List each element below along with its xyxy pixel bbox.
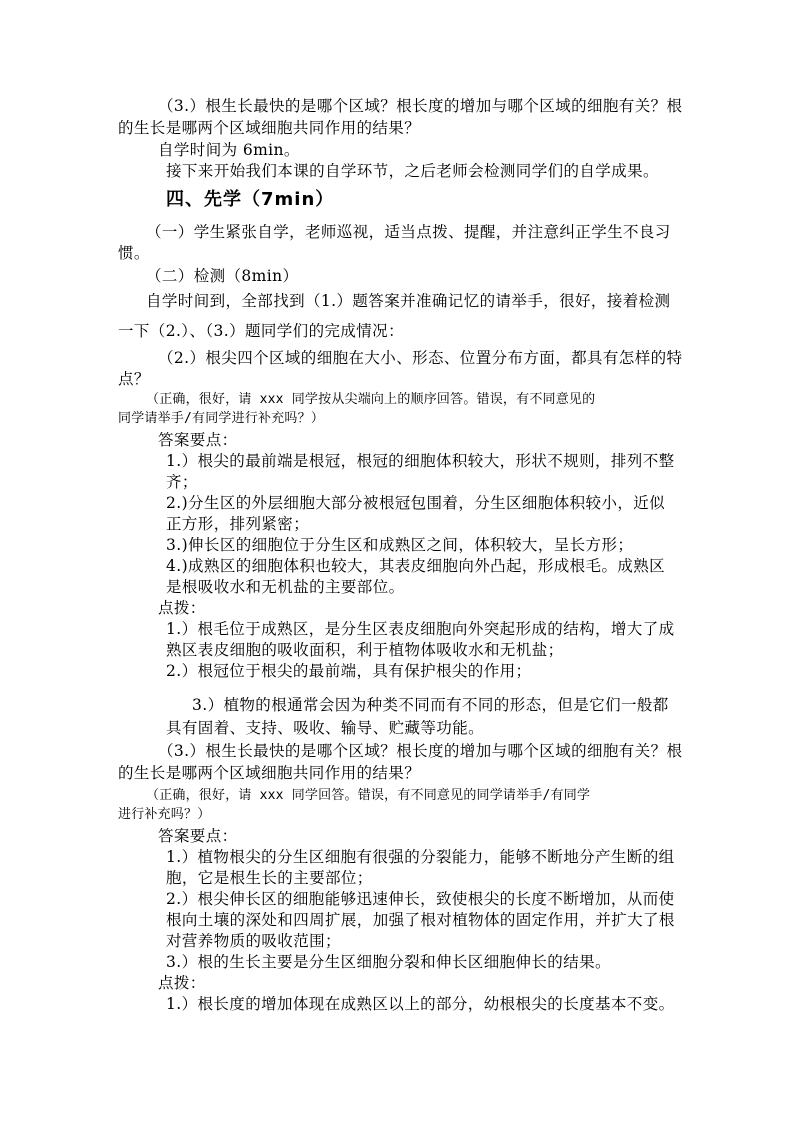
question-3-line-1: （3.）根生长最快的是哪个区域？根长度的增加与哪个区域的细胞有关？根: [158, 97, 683, 115]
question-2-line-1: （2.）根尖四个区域的细胞在大小、形态、位置分布方面，都具有怎样的特: [158, 349, 683, 367]
question-2-line-2: 点？: [118, 370, 150, 388]
tip-2-3-line-2: 具有固着、支持、吸收、输导、贮藏等功能。: [166, 719, 485, 737]
step-1-line-1: （一）学生紧张自学，老师巡视，适当点拨、提醒，并注意纠正学生不良习: [146, 223, 671, 241]
section-heading: 四、先学（7min）: [166, 189, 335, 210]
tip-2-1-line-1: 1.）根毛位于成熟区，是分生区表皮细胞向外突起形成的结构，增大了成: [166, 620, 675, 638]
answer-2-point-3: 3.)伸长区的细胞位于分生区和成熟区之间，体积较大，呈长方形；: [166, 536, 634, 554]
question-3-repeat-line-2: 的生长是哪两个区域细胞共同作用的结果？: [118, 764, 421, 782]
check-intro-line-1: 自学时间到，全部找到（1.）题答案并准确记忆的请举手，很好，接着检测: [146, 292, 671, 310]
teacher-note-1-line-1: （正确，很好，请 xxx 同学按从尖端向上的顺序回答。错误，有不同意见的: [146, 392, 596, 407]
answer-2-point-2-line-1: 2.)分生区的外层细胞大部分被根冠包围着，分生区细胞体积较小，近似: [166, 494, 666, 512]
tip-2-1-line-2: 熟区表皮细胞的吸收面积，利于植物体吸收水和无机盐；: [166, 641, 564, 659]
teacher-note-2-line-2: 进行补充吗？）: [118, 807, 211, 822]
answer-2-point-4-line-1: 4.)成熟区的细胞体积也较大，其表皮细胞向外凸起，形成根毛。成熟区: [166, 557, 666, 575]
answer-points-label: 答案要点：: [158, 431, 238, 449]
transition-text: 接下来开始我们本课的自学环节，之后老师会检测同学们的自学成果。: [166, 162, 659, 180]
tip-2-3-line-1: 3.）植物的根通常会因为种类不同而有不同的形态，但是它们一般都: [192, 696, 669, 714]
answer-3-point-1-line-2: 胞，它是根生长的主要部位；: [166, 869, 373, 887]
self-study-time: 自学时间为 6min。: [158, 141, 300, 159]
answer-3-point-3: 3.）根的生长主要是分生区细胞分裂和伸长区细胞伸长的结果。: [166, 953, 611, 971]
teacher-note-1-line-2: 同学请举手/有同学进行补充吗？）: [118, 411, 325, 426]
tips-label: 点拨：: [158, 599, 206, 617]
answer-3-point-2-line-2: 根向土壤的深处和四周扩展，加强了根对植物体的固定作用，并扩大了根: [166, 911, 675, 929]
step-1-line-2: 惯。: [118, 244, 150, 262]
tip-3-1: 1.）根长度的增加体现在成熟区以上的部分，幼根根尖的长度基本不变。: [166, 995, 675, 1013]
answer-2-point-4-line-2: 是根吸收水和无机盐的主要部位。: [166, 578, 405, 596]
teacher-note-2-line-1: （正确，很好，请 xxx 同学回答。错误，有不同意见的同学请举手/有同学: [146, 788, 591, 803]
answer-2-point-1-line-2: 齐；: [166, 473, 198, 491]
tip-2-2: 2.）根冠位于根尖的最前端，具有保护根尖的作用；: [166, 662, 532, 680]
check-intro-line-2: 一下（2.）、（3.）题同学们的完成情况：: [118, 322, 404, 340]
answer-3-point-2-line-1: 2.）根尖伸长区的细胞能够迅速伸长，致使根尖的长度不断增加，从而使: [166, 890, 675, 908]
question-3-line-2: 的生长是哪两个区域细胞共同作用的结果？: [118, 119, 421, 137]
answer-2-point-2-line-2: 正方形，排列紧密；: [166, 515, 310, 533]
answer-points-label-2: 答案要点：: [158, 827, 238, 845]
question-3-repeat-line-1: （3.）根生长最快的是哪个区域？根长度的增加与哪个区域的细胞有关？根: [158, 742, 683, 760]
answer-3-point-1-line-1: 1.）植物根尖的分生区细胞有很强的分裂能力，能够不断地分产生断的组: [166, 848, 675, 866]
answer-3-point-2-line-3: 对营养物质的吸收范围；: [166, 932, 341, 950]
tips-label-2: 点拨：: [158, 974, 206, 992]
step-2-heading: （二）检测（8min）: [146, 267, 299, 285]
answer-2-point-1-line-1: 1.）根尖的最前端是根冠，根冠的细胞体积较大，形状不规则，排列不整: [166, 452, 675, 470]
